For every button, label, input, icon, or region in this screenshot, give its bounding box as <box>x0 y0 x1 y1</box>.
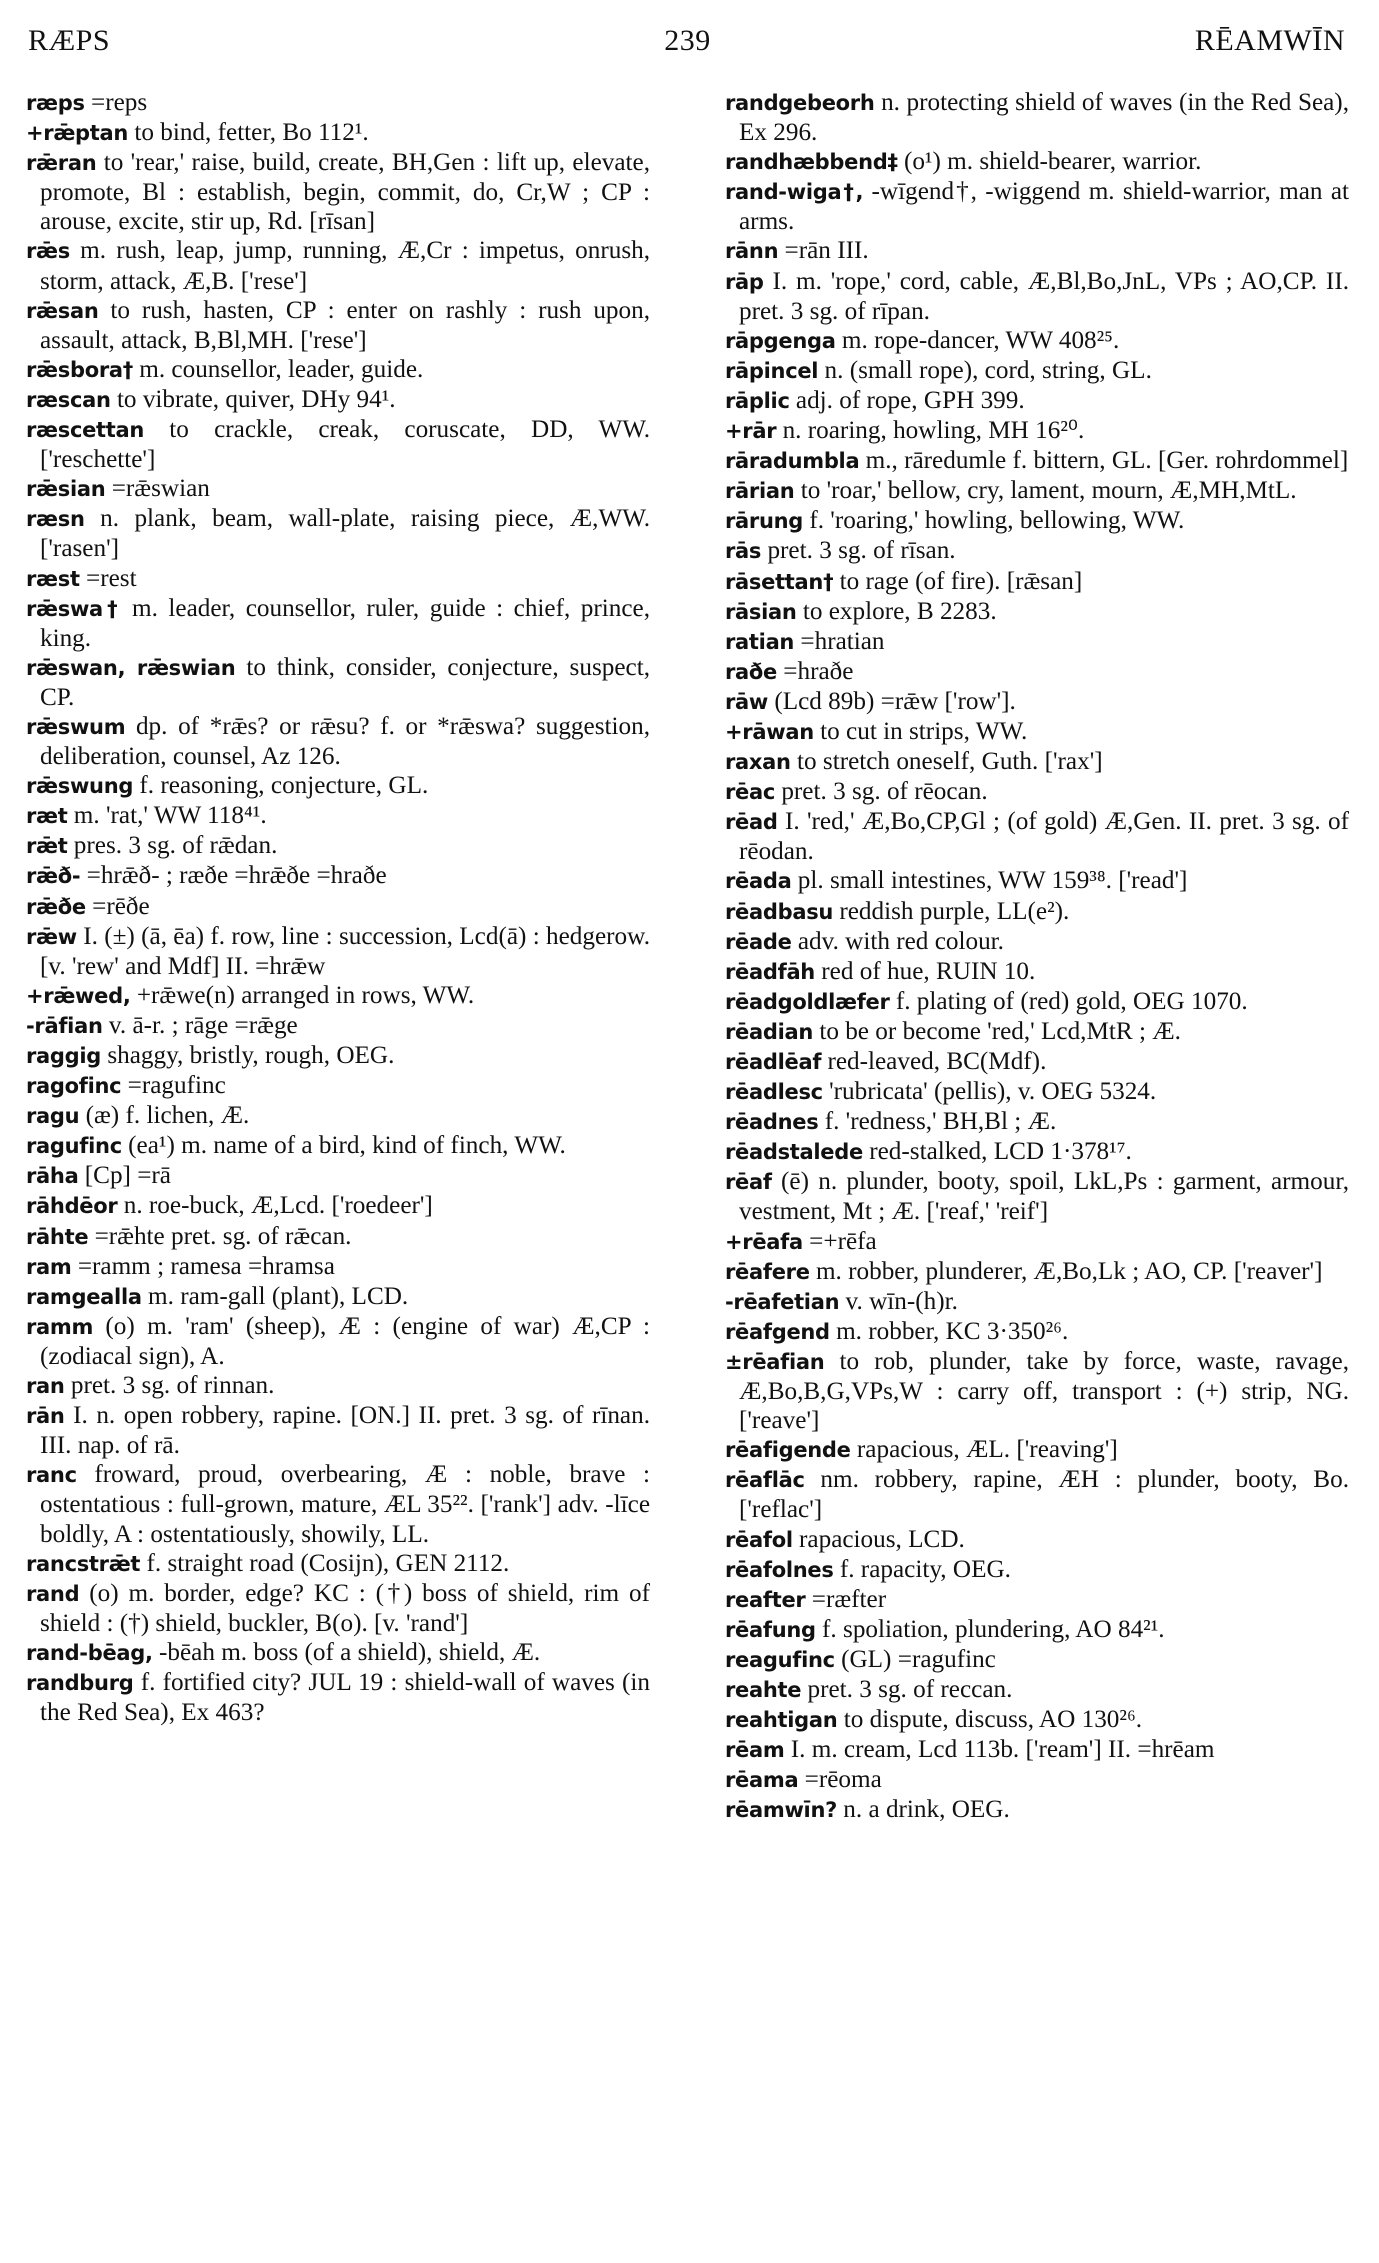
dictionary-entry <box>26 415 650 474</box>
entry-definition: =hrǣð- ; ræðe =hrǣðe =hraðe <box>86 862 387 890</box>
entry-headword: rēadian <box>725 1019 814 1044</box>
entry-definition: m. rush, leap, jump, running, Æ,Cr : impetus, onrush, storm, attack, Æ,B. ['rese'] <box>40 237 651 295</box>
entry-definition: pret. 3 sg. of rinnan. <box>70 1372 275 1400</box>
entry-headword: +rēafa <box>725 1229 803 1254</box>
entry-headword: raðe <box>725 659 777 684</box>
entry-definition: (Lcd 89b) =rǣw ['row']. <box>774 687 1016 715</box>
entry-definition: v. wīn-(h)r. <box>845 1287 958 1315</box>
dictionary-entry <box>725 506 1349 536</box>
dictionary-entry <box>26 88 650 118</box>
entry-definition: n. roaring, howling, MH 16²⁰. <box>782 417 1085 445</box>
entry-definition: m. counsellor, leader, guide. <box>139 355 424 383</box>
entry-definition: adj. of rope, GPH 399. <box>795 386 1025 414</box>
dictionary-entry <box>26 1011 650 1041</box>
entry-headword: rēadlesc <box>725 1080 823 1105</box>
dictionary-entry <box>725 1705 1349 1735</box>
dictionary-entry <box>26 771 650 801</box>
dictionary-entry <box>26 1549 650 1579</box>
entry-definition: I. m. cream, Lcd 113b. ['ream'] II. =hrēam <box>790 1736 1215 1764</box>
entry-definition: =rēðe <box>92 892 150 920</box>
dictionary-entry <box>725 866 1349 896</box>
header-last-word: RĒAMWĪN <box>1194 24 1345 57</box>
entry-definition: to bind, fetter, Bo 112¹. <box>134 119 369 147</box>
entry-definition: v. ā-r. ; rāge =rǣge <box>108 1011 298 1039</box>
entry-definition: to explore, B 2283. <box>802 597 997 625</box>
entry-headword: rāradumbla <box>725 449 860 474</box>
dictionary-entry <box>725 1615 1349 1645</box>
dictionary-entry <box>725 1137 1349 1167</box>
entry-definition: to rob, plunder, take by force, waste, ravage, Æ,Bo,B,G,VPs,W : carry off, transport : (+) strip, NG. ['reave'] <box>739 1347 1349 1435</box>
entry-headword: +rār <box>725 419 777 444</box>
entry-headword: ræps <box>26 91 85 115</box>
dictionary-entry <box>725 326 1349 356</box>
dictionary-entry <box>725 1645 1349 1675</box>
entry-headword: rēafgend <box>725 1319 830 1344</box>
entry-definition: shaggy, bristly, rough, OEG. <box>107 1042 395 1069</box>
dictionary-entry <box>725 356 1349 386</box>
dictionary-entry <box>725 597 1349 627</box>
entry-definition: pret. 3 sg. of rīsan. <box>767 537 956 565</box>
dictionary-entry <box>725 1765 1349 1795</box>
dictionary-entry <box>26 236 650 295</box>
entry-headword: ragu <box>26 1104 80 1129</box>
entry-headword: -rēafetian <box>725 1289 840 1314</box>
entry-definition: =ræfter <box>811 1585 887 1613</box>
dictionary-entry <box>725 1585 1349 1615</box>
entry-headword: +rǣptan <box>26 121 129 146</box>
dictionary-entry <box>725 236 1349 266</box>
entry-definition: f. rapacity, OEG. <box>839 1555 1011 1583</box>
entry-definition: f. 'redness,' BH,Bl ; Æ. <box>824 1108 1057 1136</box>
entry-headword: raxan <box>725 750 791 775</box>
entry-headword: ratian <box>725 629 795 654</box>
dictionary-entry <box>725 1017 1349 1047</box>
entry-headword: rēamwīn? <box>725 1798 837 1823</box>
entry-headword: +rāwan <box>725 719 814 744</box>
dictionary-entry <box>725 267 1349 326</box>
page-number: 239 <box>664 24 711 57</box>
entry-headword: ramm <box>26 1314 94 1339</box>
entry-definition: pl. small intestines, WW 159³⁸. ['read'] <box>797 867 1188 895</box>
entry-headword: rēadfāh <box>725 959 815 984</box>
dictionary-entry <box>26 148 650 236</box>
dictionary-entry <box>26 1371 650 1401</box>
dictionary-entry <box>725 897 1349 927</box>
entry-definition: red-leaved, BC(Mdf). <box>827 1048 1047 1075</box>
entry-headword: ragufinc <box>26 1134 122 1159</box>
dictionary-entry <box>26 831 650 861</box>
dictionary-entry <box>725 1317 1349 1347</box>
dictionary-entry <box>725 717 1349 747</box>
entry-headword: rǣran <box>26 151 97 176</box>
entry-headword: reafter <box>725 1587 806 1612</box>
dictionary-entry <box>26 1460 650 1548</box>
entry-definition: pret. 3 sg. of reccan. <box>807 1675 1013 1703</box>
entry-headword: ±rēafian <box>725 1349 825 1374</box>
dictionary-entry <box>725 1167 1349 1226</box>
entry-definition: m., rāredumle f. bittern, GL. [Ger. rohrdommel] <box>865 447 1349 475</box>
entry-definition: to crackle, creak, coruscate, DD, WW. ['reschette'] <box>40 416 650 474</box>
entry-definition: m. rope-dancer, WW 408²⁵. <box>841 326 1120 354</box>
dictionary-entry <box>26 474 650 504</box>
entry-headword: randhæbbend‡ <box>725 150 898 175</box>
dictionary-entry <box>725 1435 1349 1465</box>
entry-headword: rēac <box>725 780 776 805</box>
entry-definition: m. robber, plunderer, Æ,Bo,Lk ; AO, CP. ['reaver'] <box>815 1257 1323 1285</box>
entry-headword: rēadstalede <box>725 1140 863 1165</box>
entry-definition: pres. 3 sg. of rǣdan. <box>73 832 278 860</box>
dictionary-entry <box>725 657 1349 687</box>
entry-definition: m. leader, counsellor, ruler, guide : chief, prince, king. <box>40 594 651 652</box>
dictionary-entry <box>26 1401 650 1460</box>
dictionary-entry <box>725 1047 1349 1077</box>
entry-definition: reddish purple, LL(e²). <box>839 897 1070 925</box>
entry-definition: =hraðe <box>783 657 854 685</box>
entry-definition: n. (small rope), cord, string, GL. <box>824 356 1152 384</box>
entry-definition: f. spoliation, plundering, AO 84²¹. <box>822 1615 1165 1643</box>
entry-headword: rāw <box>725 689 769 714</box>
entry-headword: rēadnes <box>725 1110 819 1135</box>
entry-headword: rǣsbora† <box>26 357 133 382</box>
entry-headword: rēadlēaf <box>725 1050 822 1074</box>
dictionary-entry <box>725 147 1349 177</box>
entry-headword: rēada <box>725 869 792 894</box>
entry-definition: red of hue, RUIN 10. <box>821 957 1036 985</box>
entry-headword: rand-wiga†, <box>725 180 864 205</box>
entry-definition: (ea¹) m. name of a bird, kind of finch, WW. <box>128 1132 566 1160</box>
entry-headword: rǣswan, rǣswian <box>26 655 236 680</box>
dictionary-entry <box>26 892 650 922</box>
dictionary-entry <box>725 1675 1349 1705</box>
dictionary-entry <box>26 981 650 1011</box>
entry-definition: f. plating of (red) gold, OEG 1070. <box>895 987 1248 1015</box>
entry-headword: rāsettan† <box>725 569 834 594</box>
entry-headword: rēade <box>725 929 792 954</box>
entry-headword: ræscan <box>26 387 111 412</box>
header-first-word: RÆPS <box>28 24 111 57</box>
entry-definition: n. plank, beam, wall-plate, raising piece, Æ,WW. ['rasen'] <box>40 505 651 563</box>
entry-headword: rǣsan <box>26 298 99 323</box>
dictionary-entry <box>26 1312 650 1371</box>
entry-definition: to 'roar,' bellow, cry, lament, mourn, Æ,MH,MtL. <box>800 477 1297 505</box>
entry-definition: to rage (of fire). [rǣsan] <box>839 567 1083 595</box>
entry-definition: to dispute, discuss, AO 130²⁶. <box>843 1706 1143 1734</box>
entry-headword: ræscettan <box>26 418 145 443</box>
entry-definition: =rān III. <box>784 237 869 265</box>
entry-definition: =reps <box>91 89 148 116</box>
entry-headword: ranc <box>26 1463 77 1488</box>
dictionary-entry <box>725 1465 1349 1524</box>
entry-headword: rēama <box>725 1768 799 1793</box>
entry-definition: =rǣhte pret. sg. of rǣcan. <box>94 1222 352 1250</box>
entry-headword: rǣt <box>26 834 68 859</box>
entry-definition: I. m. 'rope,' cord, cable, Æ,Bl,Bo,JnL, VPs ; AO,CP. II. pret. 3 sg. of rīpan. <box>739 267 1349 325</box>
dictionary-entry <box>725 987 1349 1017</box>
right-column <box>725 88 1349 1825</box>
entry-headword: ran <box>26 1374 65 1399</box>
entry-definition: (ē) n. plunder, booty, spoil, LkL,Ps : garment, armour, vestment, Mt ; Æ. ['reaf,' 'reif'] <box>739 1168 1350 1226</box>
entry-definition: (o) m. border, edge? KC : (†) boss of shield, rim of shield : (†) shield, buckler, B(o). [v. 'rand'] <box>40 1579 651 1637</box>
dictionary-entry <box>26 712 650 771</box>
dictionary-entry <box>725 807 1349 866</box>
entry-definition: n. protecting shield of waves (in the Red Sea), Ex 296. <box>739 89 1349 147</box>
entry-definition: I. 'red,' Æ,Bo,CP,Gl ; (of gold) Æ,Gen. II. pret. 3 sg. of rēodan. <box>739 808 1350 866</box>
entry-headword: rēafere <box>725 1259 810 1284</box>
entry-headword: rēafigende <box>725 1438 851 1463</box>
dictionary-entry <box>26 861 650 891</box>
dictionary-entry <box>725 88 1349 147</box>
dictionary-entry <box>26 1101 650 1131</box>
entry-definition: [Cp] =rā <box>84 1162 171 1190</box>
dictionary-entry <box>26 118 650 148</box>
entry-headword: randgebeorh <box>725 91 875 115</box>
dictionary-entry <box>725 1555 1349 1585</box>
entry-definition: =rēoma <box>804 1766 882 1794</box>
dictionary-entry <box>26 564 650 594</box>
dictionary-entry <box>26 1191 650 1221</box>
entry-headword: rārian <box>725 479 795 504</box>
entry-headword: rǣðe <box>26 894 86 919</box>
entry-definition: dp. of *rǣs? or rǣsu? f. or *rǣswa? suggestion, deliberation, counsel, Az 126. <box>40 712 650 771</box>
entry-headword: rās <box>725 539 762 564</box>
entry-definition: m. robber, KC 3·350²⁶. <box>836 1317 1069 1345</box>
dictionary-entry <box>725 1795 1349 1825</box>
entry-headword: rǣswum <box>26 714 126 739</box>
entry-headword: rāhdēor <box>26 1194 118 1219</box>
entry-headword: rand-bēag, <box>26 1640 153 1665</box>
entry-headword: rǣð- <box>26 864 81 889</box>
entry-headword: rāha <box>26 1164 79 1189</box>
dictionary-entry <box>725 687 1349 717</box>
entry-headword: rēadgoldlæfer <box>725 989 890 1014</box>
entry-headword: rārung <box>725 509 804 534</box>
entry-definition: red-stalked, LCD 1·378¹⁷. <box>869 1138 1132 1166</box>
dictionary-entry <box>725 1257 1349 1287</box>
entry-definition: =ramm ; ramesa =hramsa <box>77 1252 335 1280</box>
entry-definition: to stretch oneself, Guth. ['rax'] <box>797 748 1103 776</box>
entry-definition: rapacious, LCD. <box>799 1525 965 1553</box>
entry-definition: to 'rear,' raise, build, create, BH,Gen : lift up, elevate, promote, Bl : establish, begin, commit, do, Cr,W ; CP : arouse, excite, stir up, Rd. [rīsan] <box>40 149 651 236</box>
entry-definition: froward, proud, overbearing, Æ : noble, brave : ostentatious : full-grown, mature, ÆL 35²². ['rank'] adv. -līce boldly, A : ostentatiously, showily, LL. <box>40 1461 651 1548</box>
entry-headword: rēafolnes <box>725 1557 834 1582</box>
entry-definition: f. fortified city? JUL 19 : shield-wall of waves (in the Red Sea), Ex 463? <box>40 1668 651 1727</box>
entry-headword: rand <box>26 1581 80 1606</box>
dictionary-entry <box>26 1041 650 1071</box>
entry-definition: m. ram-gall (plant), LCD. <box>148 1282 409 1310</box>
entry-definition: =rest <box>86 564 137 592</box>
entry-headword: reagufinc <box>725 1647 835 1672</box>
entry-definition: =hratian <box>800 627 885 655</box>
dictionary-entry <box>26 1282 650 1312</box>
entry-definition: I. n. open robbery, rapine. [ON.] II. pret. 3 sg. of rīnan. III. nap. of rā. <box>40 1402 650 1460</box>
dictionary-entry <box>26 594 650 653</box>
dictionary-entry <box>26 922 650 981</box>
dictionary-entry <box>26 504 650 563</box>
entry-definition: to think, consider, conjecture, suspect, CP. <box>40 653 650 711</box>
dictionary-entry <box>725 1347 1349 1435</box>
dictionary-entry <box>725 446 1349 476</box>
entry-headword: randburg <box>26 1670 134 1695</box>
dictionary-entry <box>725 777 1349 807</box>
entry-definition: to rush, hasten, CP : enter on rashly : rush upon, assault, attack, B,Bl,MH. ['rese'] <box>40 296 650 354</box>
entry-definition: to be or become 'red,' Lcd,MtR ; Æ. <box>819 1017 1181 1045</box>
entry-headword: -rāfian <box>26 1013 103 1038</box>
entry-definition: rapacious, ÆL. ['reaving'] <box>856 1436 1118 1464</box>
dictionary-entry <box>26 355 650 385</box>
dictionary-entry <box>26 653 650 712</box>
dictionary-entry <box>26 1579 650 1638</box>
entry-definition: n. roe-buck, Æ,Lcd. ['roedeer'] <box>123 1192 433 1220</box>
dictionary-entry <box>26 1161 650 1191</box>
entry-definition: n. a drink, OEG. <box>843 1796 1010 1824</box>
entry-definition: adv. with red colour. <box>797 927 1004 955</box>
entry-headword: rēafol <box>725 1527 793 1552</box>
entry-definition: -bēah m. boss (of a shield), shield, Æ. <box>158 1638 541 1666</box>
dictionary-entry <box>725 627 1349 657</box>
entry-headword: raggig <box>26 1044 102 1068</box>
dictionary-entry <box>725 1735 1349 1765</box>
entry-definition: I. (±) (ā, ēa) f. row, line : succession, Lcd(ā) : hedgerow. [v. 'rew' and Mdf] II. =hrǣw <box>40 922 651 980</box>
dictionary-entry <box>26 1071 650 1101</box>
dictionary-entry <box>725 536 1349 566</box>
entry-definition: (GL) =ragufinc <box>841 1645 996 1673</box>
dictionary-entry <box>725 177 1349 236</box>
dictionary-entry <box>26 1668 650 1727</box>
entry-headword: rān <box>26 1404 65 1429</box>
dictionary-entry <box>725 927 1349 957</box>
entry-headword: rǣs <box>26 239 70 264</box>
entry-headword: +rǣwed, <box>26 983 131 1008</box>
dictionary-entry <box>725 476 1349 506</box>
entry-definition: f. reasoning, conjecture, GL. <box>139 772 429 800</box>
dictionary-entry <box>26 296 650 355</box>
entry-headword: ræt <box>26 804 68 829</box>
entry-definition: to vibrate, quiver, DHy 94¹. <box>116 385 396 413</box>
entry-definition: +rǣwe(n) arranged in rows, WW. <box>136 981 475 1009</box>
dictionary-entry <box>725 416 1349 446</box>
entry-headword: reahte <box>725 1677 802 1702</box>
entry-definition: =rǣswian <box>111 475 210 503</box>
entry-headword: rēafung <box>725 1617 816 1642</box>
entry-headword: rāhte <box>26 1224 89 1249</box>
entry-headword: rancstrǣt <box>26 1551 141 1576</box>
dictionary-entry <box>26 801 650 831</box>
dictionary-entry <box>725 747 1349 777</box>
dictionary-entry <box>725 1525 1349 1555</box>
entry-definition: (æ) f. lichen, Æ. <box>85 1102 250 1130</box>
dictionary-entry <box>725 1287 1349 1317</box>
entry-headword: rāp <box>725 269 764 294</box>
entry-headword: rǣswa† <box>26 596 122 621</box>
entry-columns <box>26 88 1349 1825</box>
dictionary-entry <box>725 957 1349 987</box>
entry-headword: rēad <box>725 810 778 835</box>
left-column <box>26 88 650 1825</box>
entry-definition: f. 'roaring,' howling, bellowing, WW. <box>809 507 1185 535</box>
entry-headword: rāpgenga <box>725 328 836 353</box>
dictionary-entry <box>26 1638 650 1668</box>
entry-headword: ræst <box>26 566 80 591</box>
entry-headword: reahtigan <box>725 1708 838 1733</box>
dictionary-entry <box>26 1252 650 1282</box>
dictionary-entry <box>725 1227 1349 1257</box>
entry-headword: rāsian <box>725 599 797 624</box>
entry-headword: ramgealla <box>26 1284 142 1309</box>
entry-definition: nm. robbery, rapine, ÆH : plunder, booty, Bo. ['reflac'] <box>739 1466 1349 1524</box>
dictionary-entry <box>725 1077 1349 1107</box>
entry-headword: ræsn <box>26 507 85 532</box>
running-header <box>26 14 1349 60</box>
entry-definition: pret. 3 sg. of rēocan. <box>781 778 988 806</box>
entry-headword: rǣw <box>26 924 77 949</box>
dictionary-entry <box>725 1107 1349 1137</box>
entry-headword: ragofinc <box>26 1074 122 1099</box>
entry-definition: 'rubricata' (pellis), v. OEG 5324. <box>829 1078 1157 1106</box>
dictionary-entry <box>26 385 650 415</box>
entry-headword: rǣswung <box>26 774 134 799</box>
entry-headword: rānn <box>725 239 779 264</box>
entry-definition: m. 'rat,' WW 118⁴¹. <box>73 802 267 830</box>
dictionary-entry <box>725 567 1349 597</box>
entry-definition: (o¹) m. shield-bearer, warrior. <box>903 148 1202 176</box>
entry-definition: f. straight road (Cosijn), GEN 2112. <box>146 1549 510 1577</box>
entry-definition: -wīgend†, -wiggend m. shield-warrior, man at arms. <box>739 178 1349 236</box>
dictionary-entry <box>26 1131 650 1161</box>
dictionary-entry <box>26 1222 650 1252</box>
entry-headword: rēadbasu <box>725 899 834 924</box>
entry-definition: to cut in strips, WW. <box>820 717 1028 745</box>
entry-headword: rāpincel <box>725 358 819 383</box>
entry-definition: =ragufinc <box>127 1072 226 1100</box>
entry-headword: ram <box>26 1254 72 1279</box>
entry-headword: rēaf <box>725 1170 772 1195</box>
entry-headword: rēam <box>725 1738 785 1763</box>
entry-definition: =+rēfa <box>809 1227 877 1255</box>
entry-headword: rāplic <box>725 388 790 413</box>
dictionary-entry <box>725 386 1349 416</box>
entry-headword: rǣsian <box>26 477 106 502</box>
entry-definition: (o) m. 'ram' (sheep), Æ : (engine of war) Æ,CP : (zodiacal sign), A. <box>40 1312 650 1370</box>
entry-headword: rēaflāc <box>725 1468 805 1493</box>
